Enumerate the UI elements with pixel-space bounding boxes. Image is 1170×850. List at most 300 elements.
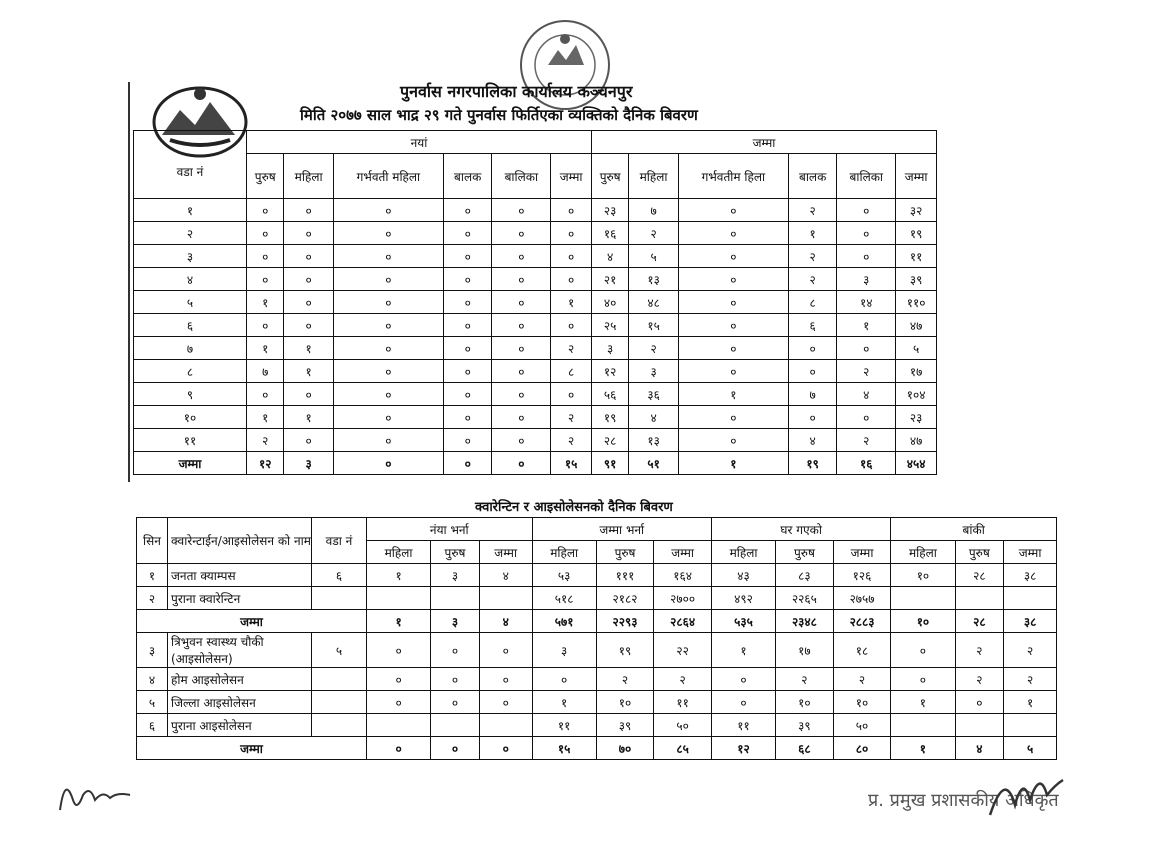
value-cell: ४७	[896, 314, 937, 337]
value-cell: ०	[444, 406, 492, 429]
value-cell: ०	[247, 222, 284, 245]
sub-3-2: जम्मा	[1004, 541, 1057, 564]
sub-total-2: गर्भवतीम हिला	[678, 154, 788, 199]
value-cell: ०	[788, 360, 836, 383]
value-cell: ०	[551, 383, 592, 406]
ward-cell: ६	[134, 314, 247, 337]
value-cell: ०	[284, 222, 333, 245]
value-cell: ४३	[711, 564, 775, 587]
group-new: नयां	[247, 131, 592, 154]
value-cell: ४०	[591, 291, 628, 314]
value-cell: ०	[551, 245, 592, 268]
value-cell: १	[284, 360, 333, 383]
name-cell: त्रिभुवन स्वास्थ्य चौकी (आइसोलेसन)	[168, 633, 312, 668]
value-cell: ०	[444, 222, 492, 245]
subtotal-row	[137, 610, 1057, 633]
value-cell: ०	[678, 222, 788, 245]
value-cell: २१	[591, 268, 628, 291]
table-row	[134, 199, 937, 222]
total-cell: ४	[479, 610, 532, 633]
value-cell: ०	[678, 337, 788, 360]
value-cell: ४	[837, 383, 896, 406]
value-cell: १०	[596, 691, 654, 714]
table-row	[137, 668, 1057, 691]
value-cell: ०	[444, 268, 492, 291]
value-cell: ७	[629, 199, 678, 222]
total-cell: ०	[333, 452, 443, 475]
total-cell: १०	[891, 610, 955, 633]
returnee-table	[133, 130, 937, 475]
total-cell: १५	[551, 452, 592, 475]
value-cell: २२६५	[776, 587, 834, 610]
value-cell: ०	[333, 245, 443, 268]
value-cell: ४	[629, 406, 678, 429]
sub-new-0: पुरुष	[247, 154, 284, 199]
value-cell: १०	[891, 564, 955, 587]
ward-cell: ८	[134, 360, 247, 383]
total-cell: ८०	[833, 737, 891, 760]
table-row	[134, 222, 937, 245]
value-cell: १०	[833, 691, 891, 714]
ward-cell: १	[134, 199, 247, 222]
value-cell: १९	[596, 633, 654, 668]
value-cell: १९	[896, 222, 937, 245]
value-cell: ०	[788, 406, 836, 429]
group-new-admit: नंया भर्ना	[367, 518, 533, 541]
total-cell: २२९३	[596, 610, 654, 633]
table-row	[134, 360, 937, 383]
value-cell: १३	[629, 268, 678, 291]
value-cell: ११०	[896, 291, 937, 314]
total-cell: ०	[492, 452, 551, 475]
value-cell: २	[955, 633, 1004, 668]
total-cell: १६	[837, 452, 896, 475]
value-cell	[312, 587, 367, 610]
sub-0-1: पुरुष	[431, 541, 480, 564]
total-cell: ५१	[629, 452, 678, 475]
value-cell: २	[837, 429, 896, 452]
value-cell: २	[551, 337, 592, 360]
value-cell: १	[247, 337, 284, 360]
sub-0-2: जम्मा	[479, 541, 532, 564]
sub-2-1: पुरुष	[776, 541, 834, 564]
value-cell: ०	[492, 360, 551, 383]
value-cell: १०	[776, 691, 834, 714]
value-cell	[955, 587, 1004, 610]
value-cell: ०	[479, 633, 532, 668]
value-cell: १४	[837, 291, 896, 314]
name-cell: जनता क्याम्पस	[168, 564, 312, 587]
value-cell: ०	[837, 406, 896, 429]
value-cell: ०	[492, 291, 551, 314]
value-cell: ०	[492, 337, 551, 360]
total-cell: ५३५	[711, 610, 775, 633]
total-cell: १	[678, 452, 788, 475]
value-cell: ०	[247, 383, 284, 406]
table-row	[134, 383, 937, 406]
value-cell: ०	[678, 291, 788, 314]
value-cell: १	[1004, 691, 1057, 714]
value-cell: २	[629, 222, 678, 245]
value-cell: ६	[137, 714, 168, 737]
quarantine-title: क्वारेन्टिन र आइसोलेसनको दैनिक बिवरण	[475, 500, 673, 515]
value-cell: २	[596, 668, 654, 691]
value-cell: ११	[654, 691, 712, 714]
sub-new-2: गर्भवती महिला	[333, 154, 443, 199]
value-cell: १	[532, 691, 596, 714]
value-cell: ०	[333, 291, 443, 314]
value-cell: २	[551, 429, 592, 452]
value-cell: १३	[629, 429, 678, 452]
value-cell: ०	[551, 314, 592, 337]
value-cell: ०	[431, 691, 480, 714]
value-cell: १५	[629, 314, 678, 337]
value-cell: ०	[444, 429, 492, 452]
total-cell: २३४८	[776, 610, 834, 633]
total-row	[137, 737, 1057, 760]
sub-0-0: महिला	[367, 541, 431, 564]
value-cell: २	[137, 587, 168, 610]
value-cell: ७	[788, 383, 836, 406]
ward-cell: ४	[134, 268, 247, 291]
sub-new-1: महिला	[284, 154, 333, 199]
value-cell: ३६	[629, 383, 678, 406]
value-cell: १	[837, 314, 896, 337]
value-cell: ०	[333, 337, 443, 360]
table-row	[134, 337, 937, 360]
value-cell: ३	[137, 633, 168, 668]
total-cell: ५	[1004, 737, 1057, 760]
value-cell: २३	[591, 199, 628, 222]
total-cell: ४५४	[896, 452, 937, 475]
value-cell: ३२	[896, 199, 937, 222]
name-cell: जिल्ला आइसोलेसन	[168, 691, 312, 714]
value-cell	[955, 714, 1004, 737]
value-cell: ०	[284, 291, 333, 314]
value-cell	[367, 714, 431, 737]
value-cell: २	[837, 360, 896, 383]
value-cell: ०	[492, 429, 551, 452]
value-cell: ६	[788, 314, 836, 337]
sub-1-0: महिला	[532, 541, 596, 564]
value-cell: १	[367, 564, 431, 587]
value-cell: ०	[711, 691, 775, 714]
total-cell: ५७१	[532, 610, 596, 633]
value-cell: ०	[333, 429, 443, 452]
name-cell: पुराना आइसोलेसन	[168, 714, 312, 737]
value-cell: १२६	[833, 564, 891, 587]
value-cell: ८	[788, 291, 836, 314]
value-cell: ०	[444, 360, 492, 383]
value-cell: ०	[333, 406, 443, 429]
table-row	[137, 587, 1057, 610]
sub-2-2: जम्मा	[833, 541, 891, 564]
value-cell: ५६	[591, 383, 628, 406]
value-cell: ०	[678, 314, 788, 337]
value-cell: १	[711, 633, 775, 668]
value-cell: ०	[284, 429, 333, 452]
value-cell: १०४	[896, 383, 937, 406]
value-cell: ०	[551, 268, 592, 291]
ward-cell: २	[134, 222, 247, 245]
value-cell: २	[788, 245, 836, 268]
table-row	[134, 429, 937, 452]
ward-cell: ३	[134, 245, 247, 268]
office-title: पुनर्वास नगरपालिका कार्यालय कञ्चनपुर	[400, 82, 633, 101]
sub-total-1: महिला	[629, 154, 678, 199]
ward-cell: ९	[134, 383, 247, 406]
value-cell: १९	[591, 406, 628, 429]
value-cell: ०	[837, 222, 896, 245]
group-remaining: बांकी	[891, 518, 1057, 541]
total-cell: ३	[284, 452, 333, 475]
table-row	[137, 564, 1057, 587]
value-cell	[431, 587, 480, 610]
value-cell: ८	[551, 360, 592, 383]
total-cell: ०	[444, 452, 492, 475]
value-cell: ०	[247, 314, 284, 337]
total-row	[134, 452, 937, 475]
value-cell: १	[284, 406, 333, 429]
col-sn: सिन	[137, 518, 168, 564]
value-cell: ०	[479, 691, 532, 714]
value-cell: ७	[247, 360, 284, 383]
value-cell	[1004, 714, 1057, 737]
value-cell	[312, 691, 367, 714]
total-cell: ९१	[591, 452, 628, 475]
value-cell	[479, 587, 532, 610]
value-cell: २८	[591, 429, 628, 452]
value-cell: २	[833, 668, 891, 691]
value-cell: १	[551, 291, 592, 314]
sub-2-0: महिला	[711, 541, 775, 564]
value-cell	[431, 714, 480, 737]
value-cell: २५	[591, 314, 628, 337]
value-cell: ०	[333, 199, 443, 222]
value-cell: ०	[333, 222, 443, 245]
value-cell: ४७	[896, 429, 937, 452]
table-row	[134, 291, 937, 314]
value-cell: ०	[333, 268, 443, 291]
value-cell: ०	[955, 691, 1004, 714]
ward-cell: १०	[134, 406, 247, 429]
value-cell: ०	[284, 199, 333, 222]
value-cell: ०	[492, 245, 551, 268]
value-cell: ११	[896, 245, 937, 268]
total-cell: १२	[247, 452, 284, 475]
total-cell: ८५	[654, 737, 712, 760]
table-row	[134, 406, 937, 429]
value-cell: २	[654, 668, 712, 691]
col-ward: वडा नं	[134, 131, 247, 199]
value-cell: १२	[591, 360, 628, 383]
value-cell: ०	[284, 245, 333, 268]
total-cell: १	[891, 737, 955, 760]
value-cell: २	[247, 429, 284, 452]
sub-1-2: जम्मा	[654, 541, 712, 564]
right-signature-icon	[985, 765, 1065, 825]
value-cell	[1004, 587, 1057, 610]
value-cell: ०	[532, 668, 596, 691]
value-cell: ०	[367, 633, 431, 668]
value-cell: ०	[247, 245, 284, 268]
value-cell: ०	[492, 268, 551, 291]
sub-1-1: पुरुष	[596, 541, 654, 564]
value-cell: ३	[532, 633, 596, 668]
value-cell: ११	[532, 714, 596, 737]
group-went-home: घर गएको	[711, 518, 890, 541]
value-cell: १८	[833, 633, 891, 668]
value-cell: ०	[551, 222, 592, 245]
value-cell: २	[776, 668, 834, 691]
value-cell: ०	[444, 314, 492, 337]
table-row	[137, 714, 1057, 737]
value-cell: ०	[891, 633, 955, 668]
quarantine-table	[136, 517, 1057, 760]
value-cell: १६४	[654, 564, 712, 587]
value-cell: ३	[431, 564, 480, 587]
sub-total-5: जम्मा	[896, 154, 937, 199]
table-row	[134, 245, 937, 268]
value-cell: ०	[367, 691, 431, 714]
value-cell: ०	[333, 360, 443, 383]
value-cell	[479, 714, 532, 737]
value-cell: १	[247, 406, 284, 429]
value-cell: ०	[284, 268, 333, 291]
value-cell: ५३	[532, 564, 596, 587]
value-cell: ०	[492, 222, 551, 245]
total-cell: ३८	[1004, 610, 1057, 633]
value-cell: ०	[678, 360, 788, 383]
value-cell: ०	[678, 199, 788, 222]
value-cell: २	[1004, 633, 1057, 668]
total-cell: १	[367, 610, 431, 633]
value-cell: ०	[367, 668, 431, 691]
value-cell: ४	[788, 429, 836, 452]
value-cell: १	[247, 291, 284, 314]
col-ward2: वडा नं	[312, 518, 367, 564]
sub-total-4: बालिका	[837, 154, 896, 199]
group-total-admit: जम्मा भर्ना	[532, 518, 711, 541]
value-cell: १	[678, 383, 788, 406]
value-cell: २७००	[654, 587, 712, 610]
total-cell: २८	[955, 610, 1004, 633]
table-row	[134, 268, 937, 291]
value-cell: १	[788, 222, 836, 245]
total-cell: २८६४	[654, 610, 712, 633]
value-cell: ५	[629, 245, 678, 268]
sub-3-1: पुरुष	[955, 541, 1004, 564]
value-cell: ३९	[776, 714, 834, 737]
value-cell: ३८	[1004, 564, 1057, 587]
signatory-title: प्र. प्रमुख प्रशासकीय अधिकृत	[868, 790, 1059, 811]
col-name: क्वारेन्टाईन/आइसोलेसन को नाम	[168, 518, 312, 564]
value-cell: ०	[678, 406, 788, 429]
value-cell: ०	[444, 337, 492, 360]
value-cell: ०	[444, 245, 492, 268]
value-cell: ८३	[776, 564, 834, 587]
total-cell: १२	[711, 737, 775, 760]
value-cell	[891, 714, 955, 737]
value-cell: ०	[492, 314, 551, 337]
name-cell: होम आइसोलेसन	[168, 668, 312, 691]
value-cell: ३९	[596, 714, 654, 737]
value-cell: १७	[776, 633, 834, 668]
sub-new-3: बालक	[444, 154, 492, 199]
sub-new-5: जम्मा	[551, 154, 592, 199]
value-cell: ५	[137, 691, 168, 714]
value-cell: ३९	[896, 268, 937, 291]
total-label: जम्मा	[134, 452, 247, 475]
value-cell	[312, 668, 367, 691]
total-label: जम्मा	[137, 610, 367, 633]
value-cell: ०	[788, 337, 836, 360]
value-cell: ०	[284, 383, 333, 406]
value-cell: ५	[896, 337, 937, 360]
value-cell: ३	[591, 337, 628, 360]
sub-3-0: महिला	[891, 541, 955, 564]
value-cell: ५	[312, 633, 367, 668]
report-title: मिति २०७७ साल भाद्र २९ गते पुनर्वास फिर्तिएका व्यक्तिको दैनिक बिवरण	[300, 106, 698, 124]
sub-new-4: बालिका	[492, 154, 551, 199]
value-cell: ०	[551, 199, 592, 222]
total-cell: ४	[955, 737, 1004, 760]
name-cell: पुराना क्वारेन्टिन	[168, 587, 312, 610]
value-cell: ०	[444, 199, 492, 222]
value-cell: २	[629, 337, 678, 360]
value-cell: ०	[492, 406, 551, 429]
value-cell: ०	[492, 199, 551, 222]
value-cell: ०	[479, 668, 532, 691]
total-cell: १९	[788, 452, 836, 475]
value-cell: ०	[711, 668, 775, 691]
value-cell: १	[891, 691, 955, 714]
total-cell: २८८३	[833, 610, 891, 633]
value-cell: ४	[479, 564, 532, 587]
value-cell: २	[1004, 668, 1057, 691]
value-cell: २	[955, 668, 1004, 691]
value-cell: १	[284, 337, 333, 360]
value-cell: ०	[431, 633, 480, 668]
value-cell: ०	[444, 383, 492, 406]
value-cell: ०	[431, 668, 480, 691]
left-signature-icon	[55, 770, 135, 820]
value-cell: ०	[333, 314, 443, 337]
value-cell: २१८२	[596, 587, 654, 610]
value-cell: २७५७	[833, 587, 891, 610]
value-cell: ०	[678, 429, 788, 452]
value-cell: ०	[837, 199, 896, 222]
value-cell: ४	[137, 668, 168, 691]
value-cell: ४९२	[711, 587, 775, 610]
table-row	[137, 691, 1057, 714]
value-cell: ०	[247, 268, 284, 291]
value-cell	[891, 587, 955, 610]
value-cell: ०	[284, 314, 333, 337]
ward-cell: ११	[134, 429, 247, 452]
group-total: जम्मा	[591, 131, 936, 154]
value-cell: २	[551, 406, 592, 429]
value-cell: ०	[891, 668, 955, 691]
value-cell: ०	[678, 245, 788, 268]
total-cell: ०	[479, 737, 532, 760]
value-cell: ३	[837, 268, 896, 291]
value-cell: ११	[711, 714, 775, 737]
value-cell: ०	[492, 383, 551, 406]
value-cell: ०	[247, 199, 284, 222]
value-cell: २	[788, 268, 836, 291]
value-cell: २	[788, 199, 836, 222]
